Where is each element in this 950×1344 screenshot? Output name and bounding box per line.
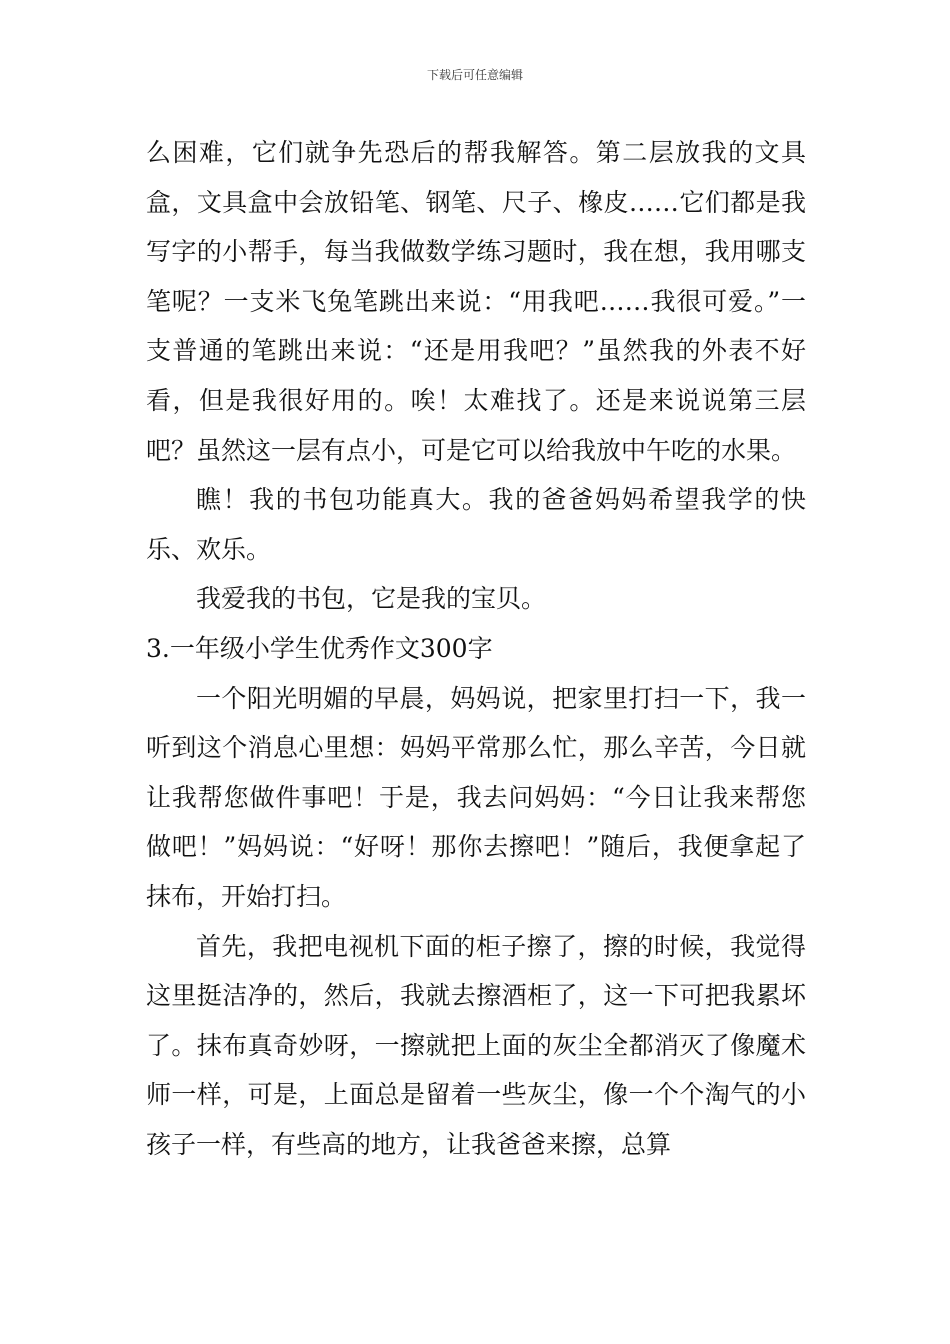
header-note: 下载后可任意编辑 [426,68,523,82]
paragraph-2: 瞧！我的书包功能真大。我的爸爸妈妈希望我学的快乐、欢乐。 [146,485,806,564]
paragraph-3: 我爱我的书包，它是我的宝贝。 [196,584,547,614]
paragraph-1: 么困难，它们就争先恐后的帮我解答。第二层放我的文具盒，文具盒中会放铅笔、钢笔、尺子、橡皮……它们都是我写字的小帮手，每当我做数学练习题时，我在想，我用哪支笔呢？一支米飞兔笔跳出来说：“用我吧……我很可爱。”一支普通的笔跳出来说：“还是用我吧？”虽然我的外表不好看，但是我很好用的。唉！太难找了。还是来说说第三层吧？虽然这一层有点小，可是它可以给我放中午吃的水果。 [146,138,806,465]
section-heading: 3.一年级小学生优秀作文300字 [146,633,493,663]
document-body [146,128,806,1169]
paragraph-5: 首先，我把电视机下面的柜子擦了，擦的时候，我觉得这里挺洁净的，然后，我就去擦酒柜了，这一下可把我累坏了。抹布真奇妙呀，一擦就把上面的灰尘全都消灭了像魔术师一样，可是，上面总是留着一些灰尘，像一个个淘气的小孩子一样，有些高的地方，让我爸爸来擦，总算 [146,931,806,1159]
paragraph-4: 一个阳光明媚的早晨，妈妈说，把家里打扫一下，我一听到这个消息心里想：妈妈平常那么忙，那么辛苦，今日就让我帮您做件事吧！于是，我去问妈妈：“今日让我来帮您做吧！”妈妈说：“好呀！那你去擦吧！”随后，我便拿起了抹布，开始打扫。 [146,683,806,911]
